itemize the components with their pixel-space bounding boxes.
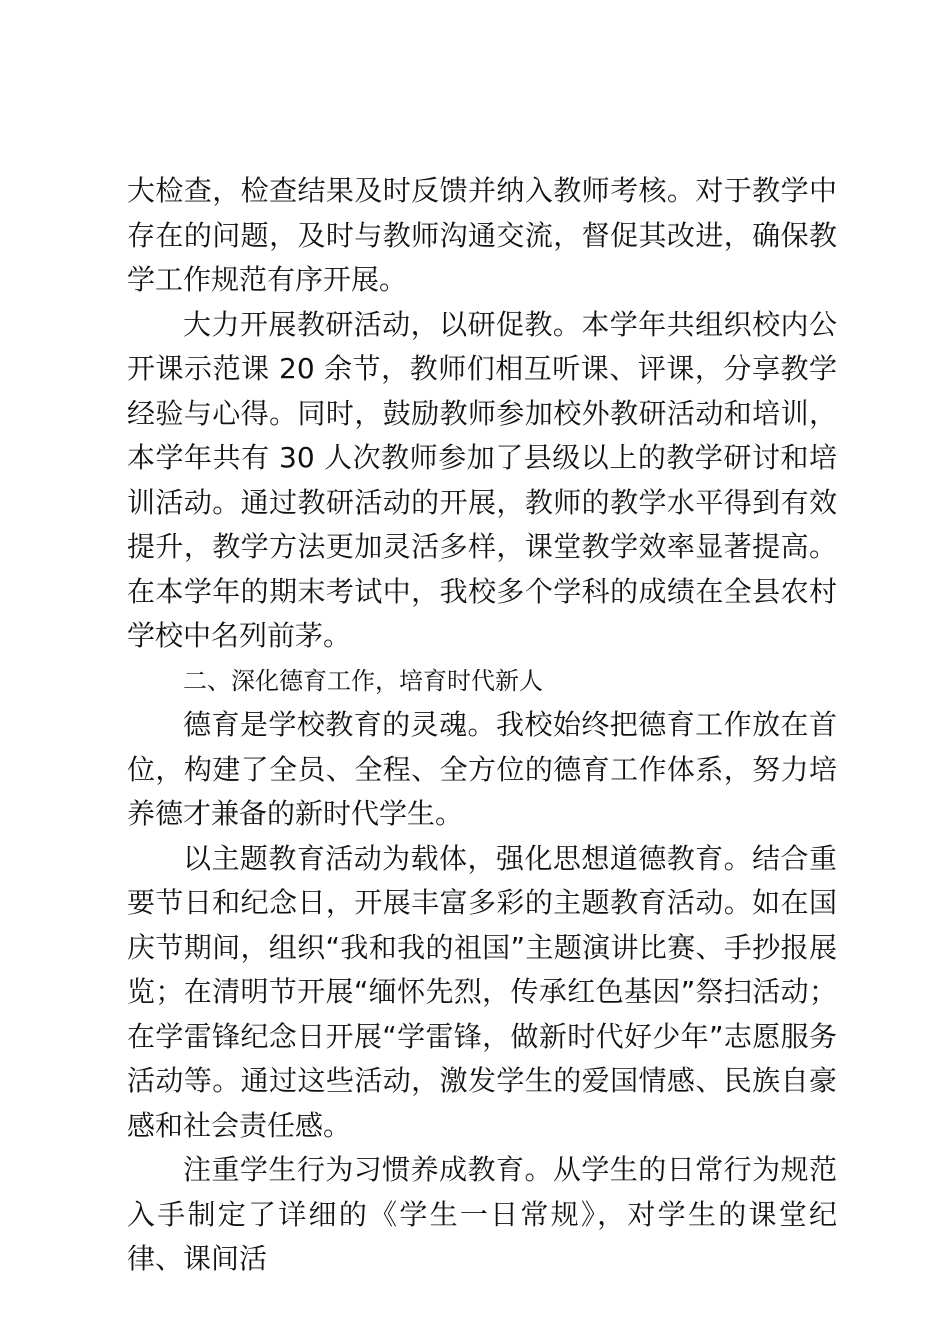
section-heading-moral-education: 二、深化德育工作，培育时代新人 — [183, 666, 543, 695]
paragraph-moral-education-intro: 德育是学校教育的灵魂。我校始终把德育工作放在首位，构建了全员、全程、全方位的德育工作体系，努力培养德才兼备的新时代学生。 — [127, 708, 837, 830]
document-page — [127, 169, 837, 1282]
paragraph-behavior-habits: 注重学生行为习惯养成教育。从学生的日常行为规范入手制定了详细的《学生一日常规》，对学生的课堂纪律、课间活 — [127, 1153, 837, 1275]
paragraph-teaching-research: 大力开展教研活动，以研促教。本学年共组织校内公开课示范课 20 余节，教师们相互听课、评课，分享教学经验与心得。同时，鼓励教师参加校外教研活动和培训，本学年共有 30 人次教师参加了县级以上的教学研讨和培训活动。通过教研活动的开展，教师的教学水平得到有效提升，教学方法更加灵活多样，课堂教学效率显著提高。在本学年的期末考试中，我校多个学科的成绩在全县农村学校中名列前茅。 — [127, 307, 837, 652]
paragraph-theme-activities: 以主题教育活动为载体，强化思想道德教育。结合重要节日和纪念日，开展丰富多彩的主题教育活动。如在国庆节期间，组织“我和我的祖国”主题演讲比赛、手抄报展览；在清明节开展“缅怀先烈，传承红色基因”祭扫活动；在学雷锋纪念日开展“学雷锋，做新时代好少年”志愿服务活动等。通过这些活动，激发学生的爱国情感、民族自豪感和社会责任感。 — [127, 841, 837, 1142]
paragraph-continuation: 大检查，检查结果及时反馈并纳入教师考核。对于教学中存在的问题，及时与教师沟通交流，督促其改进，确保教学工作规范有序开展。 — [127, 174, 837, 296]
